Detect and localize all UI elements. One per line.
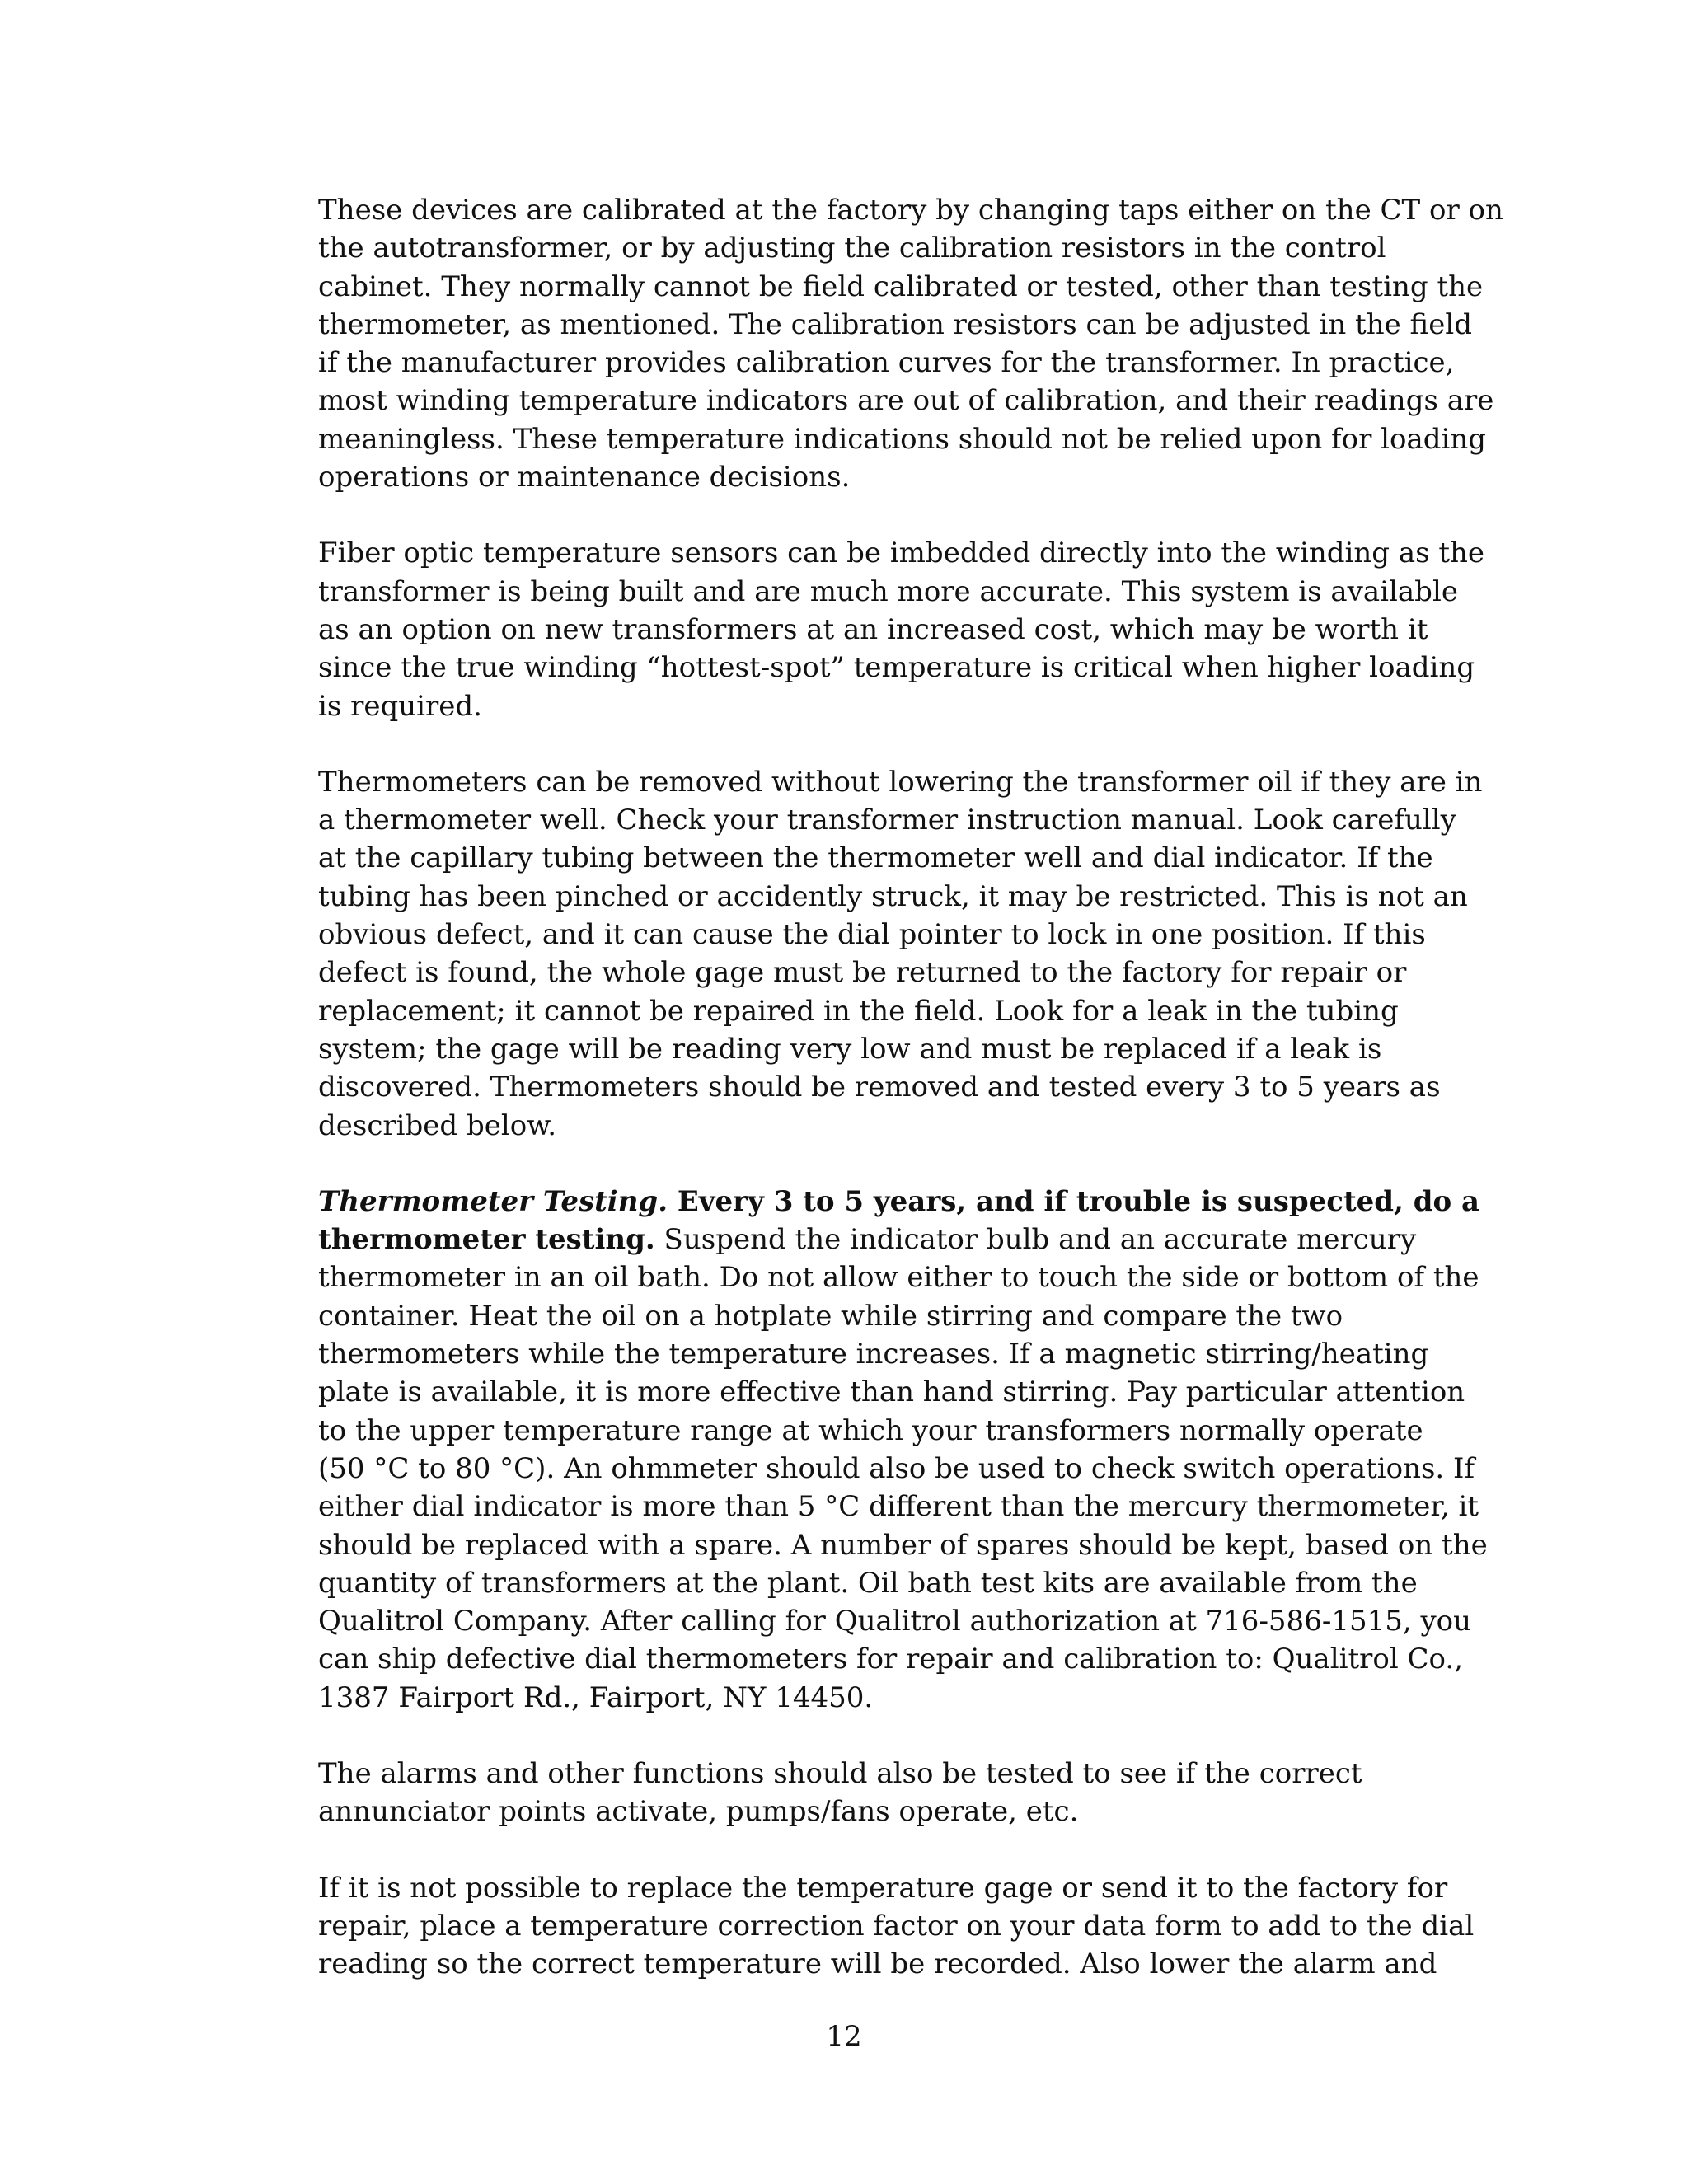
text-line: thermometer, as mentioned. The calibration resistors can be adjusted in the field — [318, 307, 1472, 341]
text-line: plate is available, it is more effective than hand stirring. Pay particular attention — [318, 1376, 1465, 1409]
text-line: should be replaced with a spare. A number of spares should be kept, based on the — [318, 1528, 1488, 1562]
text-line: system; the gage will be reading very low and must be replaced if a leak is — [318, 1032, 1382, 1066]
page-body — [318, 191, 1503, 1983]
text-line: obvious defect, and it can cause the dial pointer to lock in one position. If this — [318, 918, 1426, 952]
text-line: at the capillary tubing between the thermometer well and dial indicator. If the — [318, 841, 1433, 875]
paragraph-alarms — [318, 1755, 1489, 1831]
text-line: defect is found, the whole gage must be returned to the factory for repair or — [318, 956, 1407, 990]
text-line: replacement; it cannot be repaired in the field. Look for a leak in the tubing — [318, 994, 1399, 1028]
text-line: container. Heat the oil on a hotplate while stirring and compare the two — [318, 1299, 1343, 1333]
bold-instruction: thermometer testing. — [318, 1223, 655, 1257]
section-heading: Thermometer Testing. — [318, 1184, 668, 1218]
text-line: Thermometers can be removed without lowering the transformer oil if they are in — [318, 765, 1483, 799]
text-line: to the upper temperature range at which your transformers normally operate — [318, 1413, 1423, 1447]
paragraph-spacer — [318, 1831, 1489, 1869]
paragraph-thermometer-removal — [318, 763, 1489, 1145]
paragraph-spacer — [318, 1717, 1489, 1755]
text-line: most winding temperature indicators are out of calibration, and their readings are — [318, 384, 1494, 418]
paragraph-spacer — [318, 725, 1489, 763]
paragraph-calibration — [318, 191, 1503, 496]
text-line: Qualitrol Company. After calling for Qualitrol authorization at 716-586-1515, you — [318, 1605, 1472, 1638]
page-number: 12 — [826, 2020, 862, 2053]
text-line: thermometers while the temperature increases. If a magnetic stirring/heating — [318, 1338, 1429, 1371]
paragraph-spacer — [318, 1145, 1489, 1183]
text-line: cabinet. They normally cannot be field calibrated or tested, other than testing the — [318, 269, 1484, 303]
text-line: the autotransformer, or by adjusting the calibration resistors in the control — [318, 232, 1386, 265]
text-line: transformer is being built and are much more accurate. This system is available — [318, 574, 1458, 608]
bold-instruction: Every 3 to 5 years, and if trouble is suspected, do a — [668, 1184, 1480, 1218]
text-line: discovered. Thermometers should be removed and tested every 3 to 5 years as — [318, 1071, 1441, 1104]
text-line: repair, place a temperature correction factor on your data form to add to the dial — [318, 1909, 1475, 1943]
text-line: operations or maintenance decisions. — [318, 461, 851, 494]
paragraph-thermometer-testing — [318, 1183, 1489, 1717]
text-line: described below. — [318, 1108, 557, 1142]
text-line: 1387 Fairport Rd., Fairport, NY 14450. — [318, 1680, 874, 1714]
paragraph-spacer — [318, 496, 1489, 534]
text-line: tubing has been pinched or accidently struck, it may be restricted. This is not an — [318, 879, 1468, 913]
text-line: a thermometer well. Check your transformer instruction manual. Look carefully — [318, 804, 1456, 837]
text-line: thermometer in an oil bath. Do not allow either to touch the side or bottom of the — [318, 1261, 1479, 1295]
text-line — [318, 1183, 1489, 1221]
text-line: reading so the correct temperature will be recorded. Also lower the alarm and — [318, 1947, 1437, 1981]
text-line — [318, 1221, 1489, 1258]
text-line: quantity of transformers at the plant. Oil bath test kits are available from the — [318, 1566, 1418, 1600]
text-line: either dial indicator is more than 5 °C different than the mercury thermometer, it — [318, 1490, 1479, 1524]
text-line: since the true winding “hottest-spot” temperature is critical when higher loading — [318, 651, 1475, 685]
text-line: annunciator points activate, pumps/fans operate, etc. — [318, 1795, 1079, 1829]
paragraph-correction-factor — [318, 1869, 1489, 1984]
text-line: (50 °C to 80 °C). An ohmmeter should also be used to check switch operations. If — [318, 1451, 1475, 1485]
text-line: is required. — [318, 689, 482, 723]
text-line: meaningless. These temperature indications should not be relied upon for loading — [318, 422, 1487, 456]
text-line: If it is not possible to replace the temperature gage or send it to the factory for — [318, 1871, 1448, 1905]
text-line: if the manufacturer provides calibration curves for the transformer. In practice, — [318, 346, 1455, 380]
text-line: The alarms and other functions should also be tested to see if the correct — [318, 1756, 1362, 1790]
paragraph-fiber-optic — [318, 534, 1489, 724]
text-line: Fiber optic temperature sensors can be imbedded directly into the winding as the — [318, 537, 1485, 570]
text-line: as an option on new transformers at an increased cost, which may be worth it — [318, 612, 1428, 646]
text-line: These devices are calibrated at the factory by changing taps either on the CT or on — [318, 194, 1503, 227]
text-line: can ship defective dial thermometers for repair and calibration to: Qualitrol Co., — [318, 1643, 1464, 1676]
text-run: Suspend the indicator bulb and an accurate mercury — [654, 1223, 1417, 1257]
